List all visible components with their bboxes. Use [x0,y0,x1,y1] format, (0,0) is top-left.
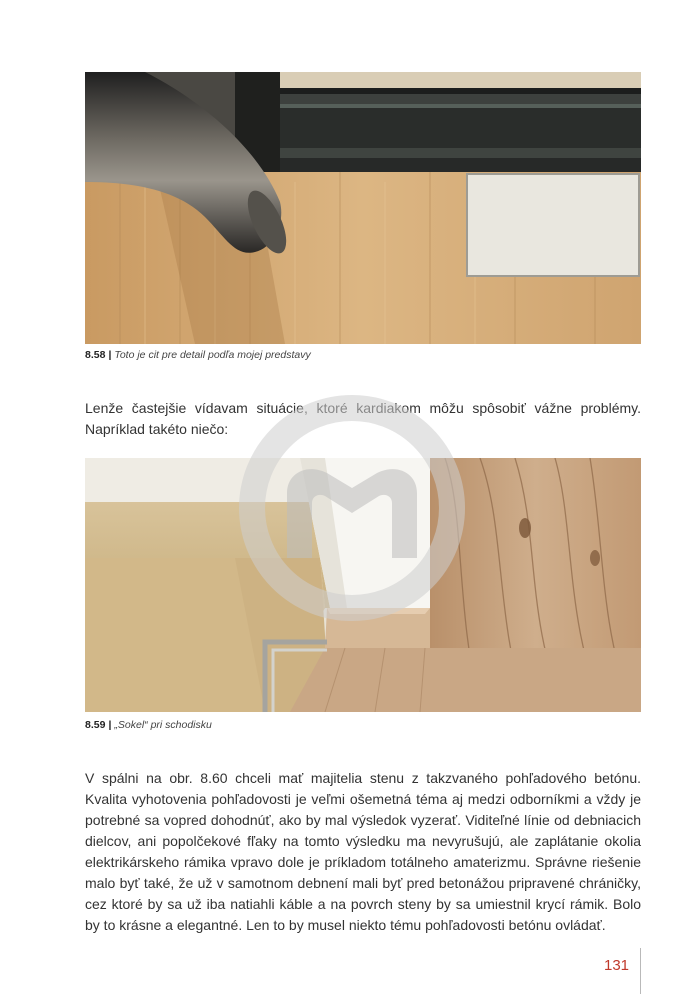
caption-text: Toto je cit pre detail podľa mojej predstavy [114,349,311,361]
figure-8-59-photo [85,458,641,712]
body-paragraph: V spálni na obr. 8.60 chceli mať majitelia stenu z takzvaného pohľadového betónu. Kvalita vyhotovenia pohľadovosti je veľmi ošemetná téma aj medzi odborníkmi a vždy je potrebné sa vopred dohodnúť, ako by mal výsledok vyzerať. Viditeľné línie od debniacich dielcov, ani popolčekové fľaky na tomto výsledku ma nevyrušujú, ale zaplátanie okolia elektrikárskeho rámika vpravo dole je príkladom totálneho amaterizmu. Správne riešenie malo byť také, že už v samotnom debnení mali byť pred betonážou pripravené chráničky, cez ktoré by sa už iba natiahli káble a na povrch steny by sa umiestnil krycí rámik. Bolo by to krásne a elegantné. Len to by musel niekto tému pohľadovosti betónu ovládať. [85,770,641,933]
caption-separator: | [108,349,112,361]
figure-caption [85,349,311,361]
photo-icon [85,72,641,344]
page-number: 131 [604,957,630,974]
figure-number: 8.58 [85,349,106,361]
body-paragraph: Lenže častejšie vídavam situácie, ktoré kardiakom môžu spôsobiť vážne problémy. Napríklad takéto niečo: [85,400,641,437]
caption-separator: | [108,719,112,731]
caption-text: „Sokel“ pri schodisku [114,719,212,731]
figure-8-58-photo [85,72,641,344]
figure-number: 8.59 [85,719,106,731]
figure-caption [85,719,212,731]
photo-icon [85,458,641,712]
page-number-divider [640,948,641,994]
